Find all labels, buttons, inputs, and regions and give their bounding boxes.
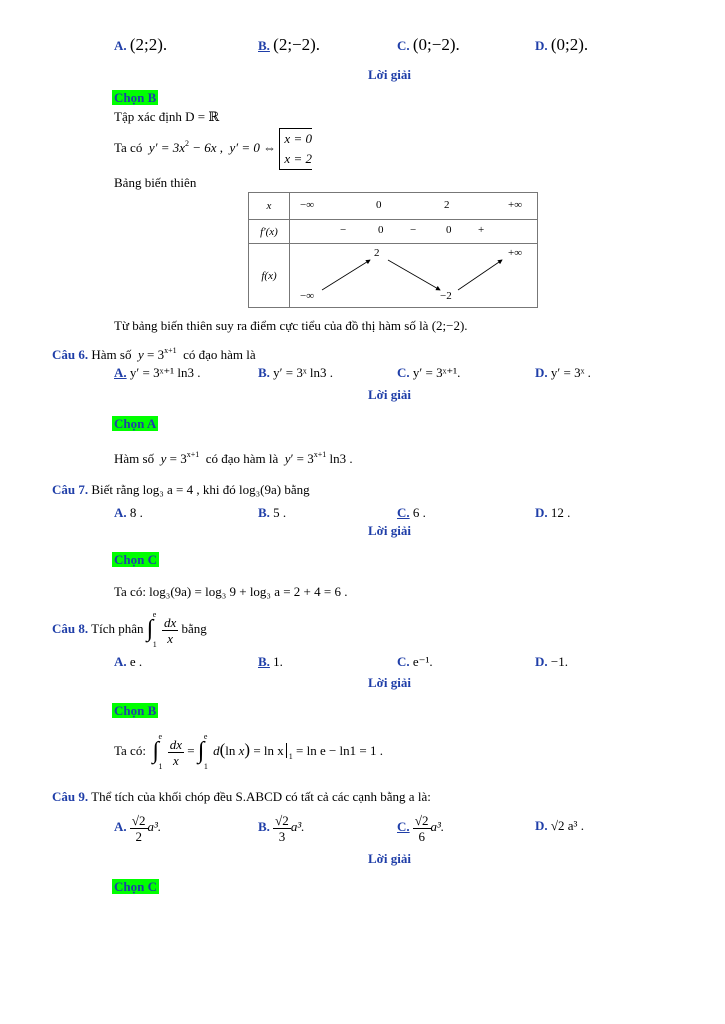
q5-option-d: D. (0;2). [535,35,589,54]
q7-stem: Câu 7. Biết rằng log₃ a = 4 , khi đó log₃(9a) bằng [52,482,310,497]
vt-sign-3: − [410,224,417,236]
vt-f-end: +∞ [508,247,523,259]
variation-table [248,192,538,308]
q5-domain: Tập xác định D = ℝ [114,109,220,124]
q9-option-d: D. √2 a³ . [535,818,584,833]
q9-option-b: B. $\frac{√2}{3}$ a³. [258,812,305,844]
vt-sign-4: 0 [446,224,452,236]
vt-x-row [290,193,538,220]
vt-arrows [290,244,537,308]
vt-x-4: +∞ [508,199,523,211]
vt-sign-1: − [340,224,347,236]
q9-choice-badge: Chọn C [114,879,157,894]
q7-explain: Ta có: log₃(9a) = log₃ 9 + log₃ a = 2 + 4 = 6 . [114,584,348,599]
q7-solution-heading: Lời giải [368,523,411,538]
vt-f-row [290,244,538,308]
vt-f-min: −2 [440,290,452,302]
vt-f-label: f(x) [249,244,290,308]
table-caption: Bảng biến thiên [114,175,197,190]
integral-sign: ∫ e 1 [146,610,157,650]
dx-over-x: $\frac{dx}{x}$ [163,614,177,646]
vt-x-2: 0 [376,199,382,211]
q7-option-a: A. 8 . [114,505,143,520]
q7-option-b: B. 5 . [258,505,287,520]
q5-option-a: A. (2;2). [114,35,168,54]
q8-option-b: B. 1. [258,654,283,669]
q5-conclusion: Từ bảng biến thiên suy ra điểm cực tiểu của đồ thị hàm số là (2;−2). [114,318,468,333]
q5-option-b: B. (2;−2). [258,35,321,54]
q6-explain: Hàm số $y = 3^{x+1}$ có đạo hàm là $y' = 3^{x+1}$ ln3 . [114,450,353,466]
vt-sign-5: + [478,224,485,236]
q7-option-c: C. 6 . [397,505,426,520]
q6-option-c: C. y′ = 3ˣ⁺¹. [397,365,461,380]
q8-option-a: A. e . [114,654,143,669]
q8-option-c: C. e⁻¹. [397,654,433,669]
vt-x-3: 2 [444,199,450,211]
arrow-up-2 [458,260,502,290]
q6-solution-heading: Lời giải [368,387,411,402]
vt-f-start: −∞ [300,290,315,302]
q6-stem: Câu 6. Hàm số $y = 3^{x+1}$ có đạo hàm là [52,346,256,362]
q9-option-c: C. $\frac{√2}{6}$ a³. [397,812,445,844]
arrow-down [388,260,440,290]
q9-stem: Câu 9. Thể tích của khối chóp đều S.ABCD có tất cả các cạnh bằng a là: [52,789,431,804]
q8-solution-heading: Lời giải [368,675,411,690]
vt-x-label: x [249,193,290,220]
q6-choice-badge: Chọn A [114,416,157,431]
q7-option-d: D. 12 . [535,505,571,520]
q8-explain: Ta có: ∫ e 1 $\frac{dx}{x}$ = ∫ e 1 d(ln x) = ln x $_1$ = ln e − ln1 = 1 . [114,732,384,772]
q5-derivative: Ta có $y' = 3x^2 - 6x$ , y′ = 0 ⇔ x = 0 x = 2 [114,128,312,170]
q5-option-c: C. (0;−2). [397,35,460,54]
q6-option-d: D. y′ = 3ˣ . [535,365,591,380]
q9-option-a: A. $\frac{√2}{2}$ a³. [114,812,162,844]
q6-option-a: A. y′ = 3ˣ⁺¹ ln3 . [114,365,201,380]
vt-x-1: −∞ [300,199,315,211]
vt-sign-2: 0 [378,224,384,236]
case-bracket: x = 0 x = 2 [279,128,312,170]
q5-choice-badge: Chọn B [114,90,157,105]
vt-f-max: 2 [374,247,380,259]
q9-solution-heading: Lời giải [368,851,411,866]
vt-fp-label: f′(x) [249,220,290,244]
arrow-up-1 [322,260,370,290]
q8-choice-badge: Chọn B [114,703,157,718]
vt-fp-row [290,220,538,244]
q7-choice-badge: Chọn C [114,552,157,567]
q8-option-d: D. −1. [535,654,568,669]
q5-solution-heading: Lời giải [368,67,411,82]
q8-stem: Câu 8. Tích phân ∫ e 1 $\frac{dx}{x}$ bằng [52,610,207,650]
q6-option-b: B. y′ = 3ˣ ln3 . [258,365,333,380]
